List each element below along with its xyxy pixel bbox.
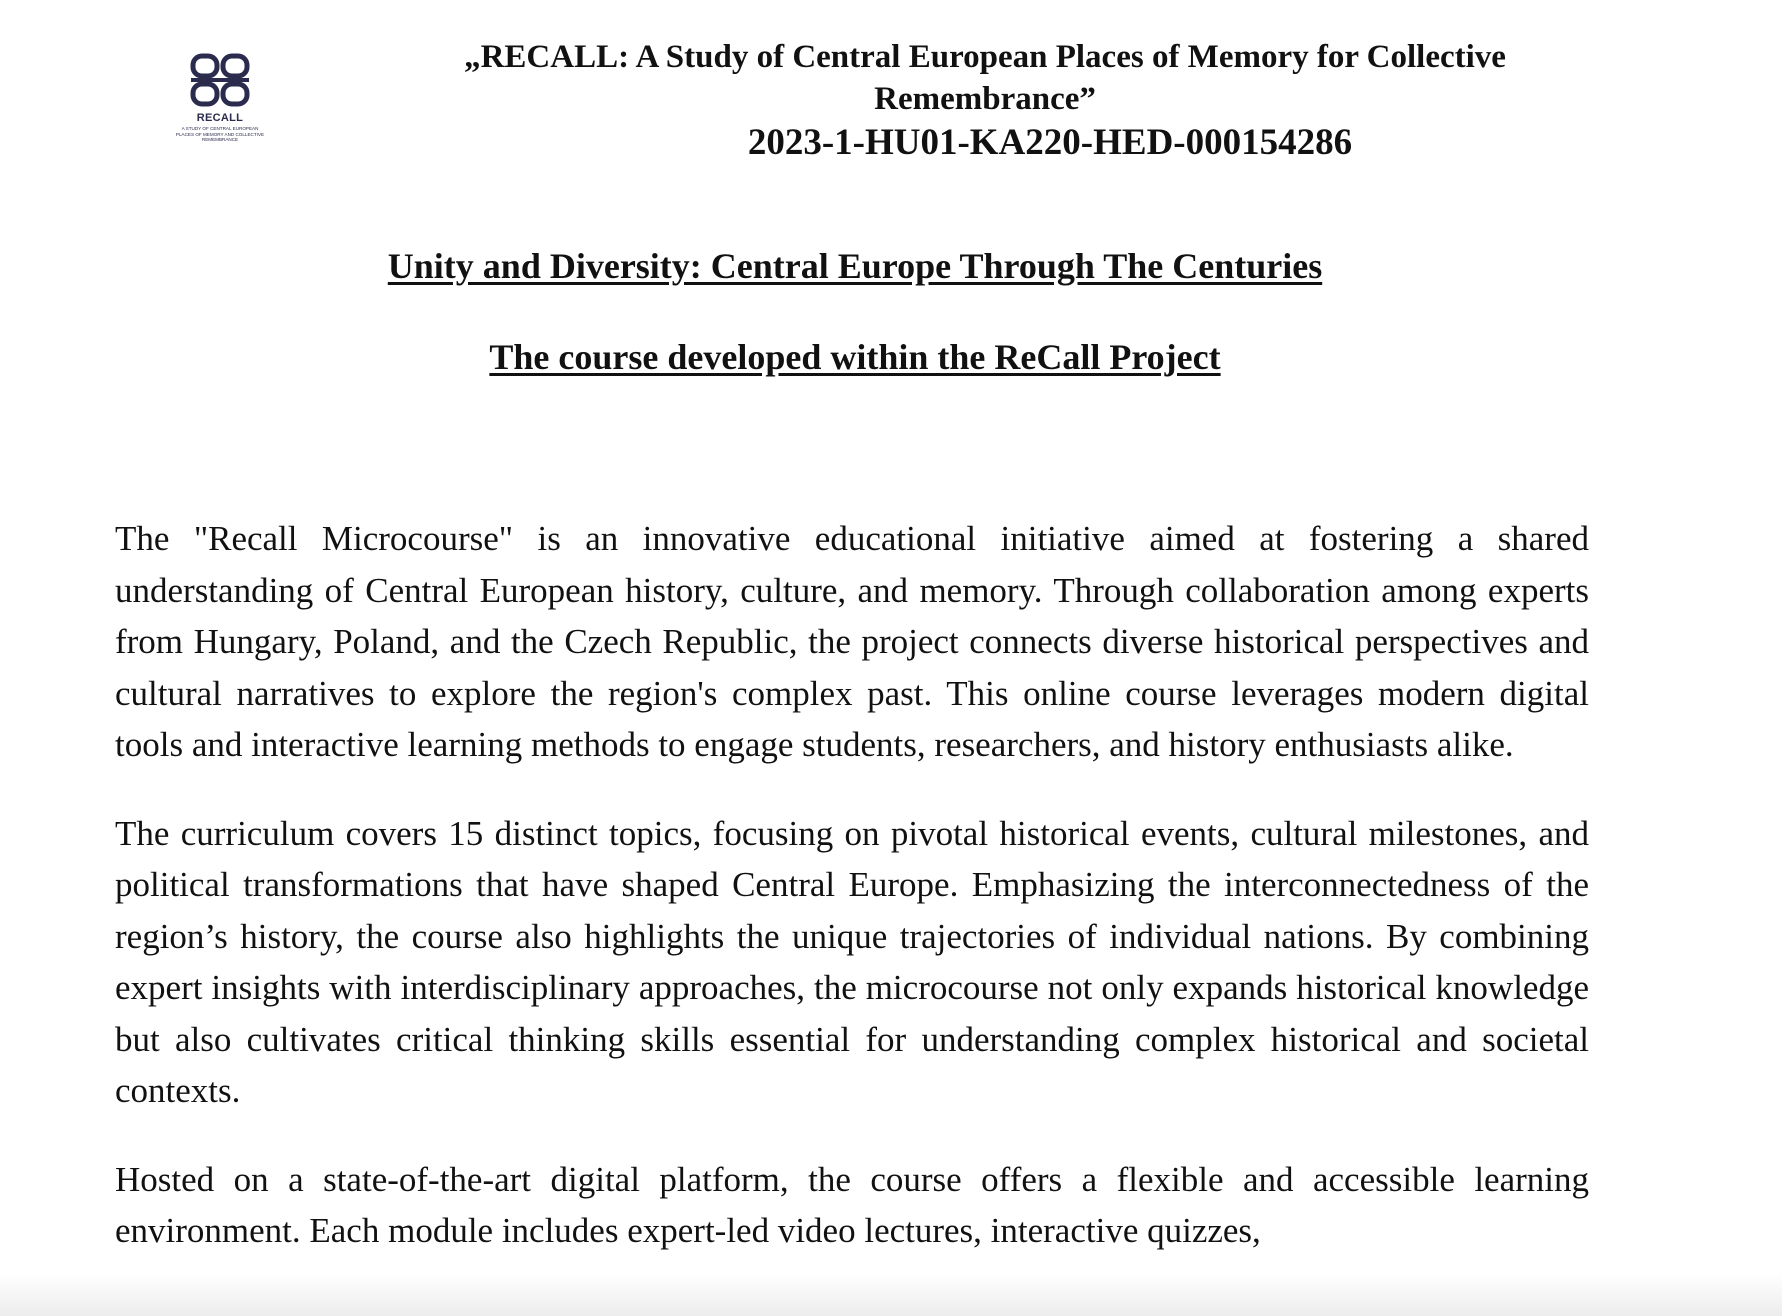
logo-tagline: A STUDY OF CENTRAL EUROPEAN PLACES OF MEMORY AND COLLECTIVE REMEMBRANCE <box>175 126 265 143</box>
recall-logo-icon <box>189 52 251 110</box>
paragraph-platform: Hosted on a state-of-the-art digital platform, the course offers a flexible and accessible learning environment. Each module includes expert-led video lectures, interactive quizzes, <box>115 1159 1589 1250</box>
document-body <box>115 513 1589 1294</box>
paragraph-curriculum: The curriculum covers 15 distinct topics, focusing on pivotal historical events, cultural milestones, and political transformations that have shaped Central Europe. Emphasizing the interconnectedness of the region’s history, the course also highlights the unique trajectories of individual nations. By combining expert insights with interdisciplinary approaches, the microcourse not only expands historical knowledge but also cultivates critical thinking skills essential for understanding complex historical and societal contexts. <box>115 813 1589 1110</box>
recall-logo <box>172 52 268 160</box>
project-code: 2023-1-HU01-KA220-HED-000154286 <box>747 122 1353 163</box>
logo-wordmark: RECALL <box>196 112 244 124</box>
project-title: „RECALL: A Study of Central European Places of Memory for Collective Remembrance” <box>464 39 1506 117</box>
course-subtitle-heading: The course developed within the ReCall Project <box>489 337 1221 377</box>
paragraph-intro: The "Recall Microcourse" is an innovative educational initiative aimed at fostering a shared understanding of Central European history, culture, and memory. Through collaboration among experts from Hungary, Poland, and the Czech Republic, the project connects diverse historical perspectives and cultural narratives to explore the region's complex past. This online course leverages modern digital tools and interactive learning methods to engage students, researchers, and history enthusiasts alike. <box>115 519 1589 764</box>
course-title-heading: Unity and Diversity: Central Europe Through The Centuries <box>387 246 1323 286</box>
page-bottom-shadow <box>0 1274 1782 1316</box>
